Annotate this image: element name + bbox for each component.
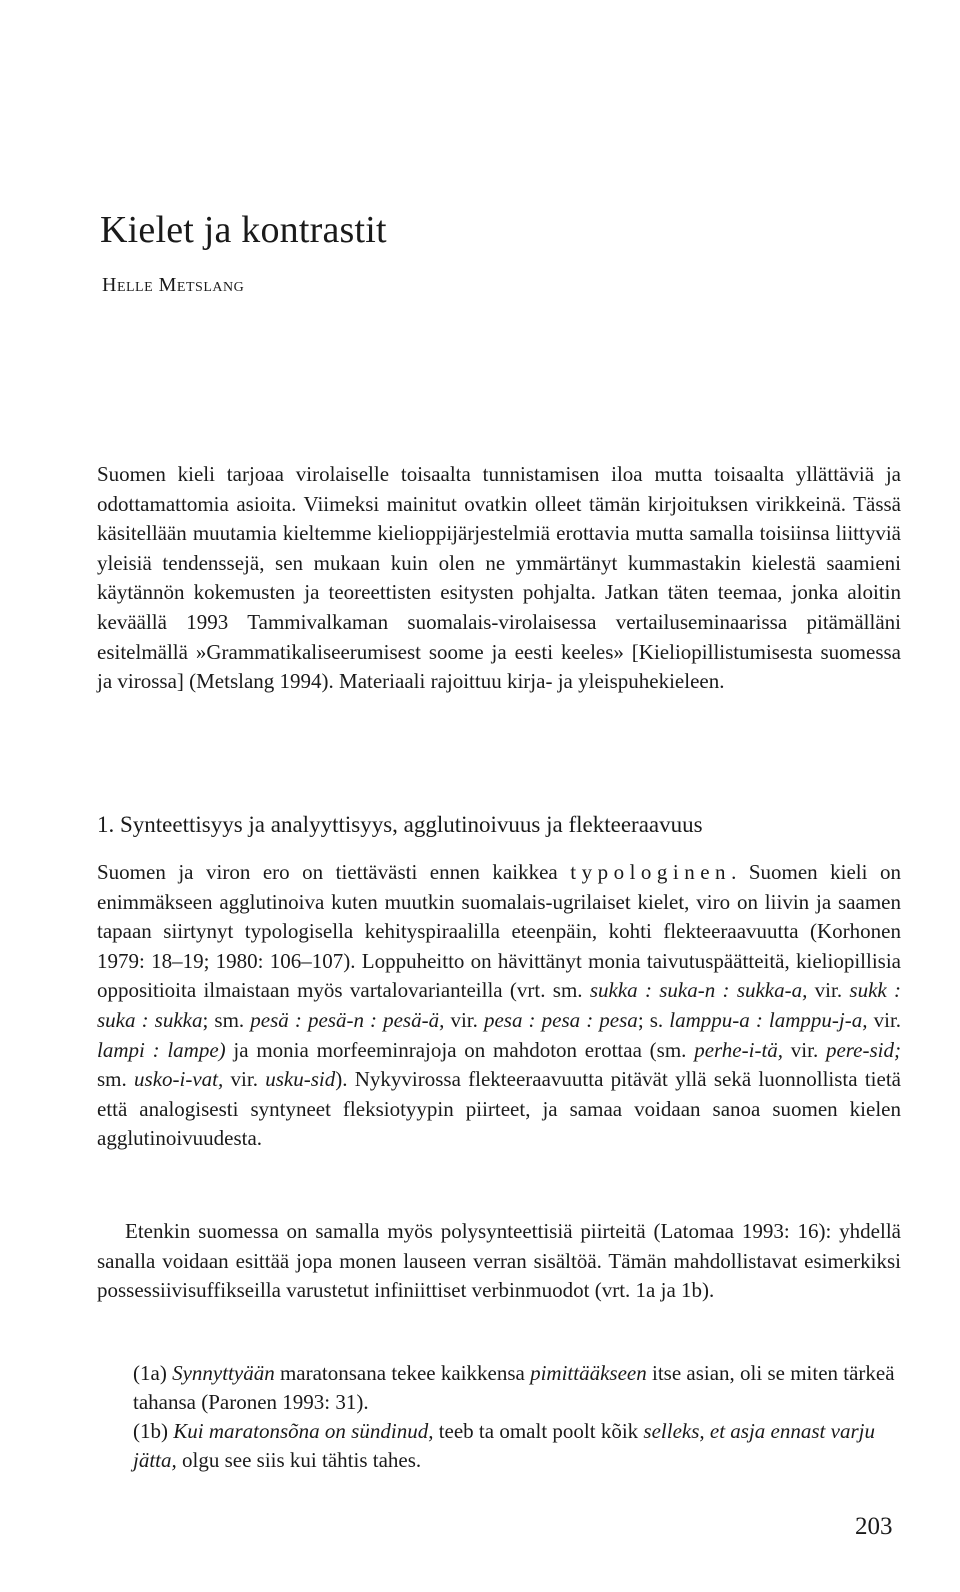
example-1a: (1a) Synnyttyään maratonsana tekee kaikkensa pimittääkseen itse asian, oli se miten tärkeä tahansa (Paronen 1993: 31).: [133, 1361, 895, 1414]
article-title: Kielet ja kontrastit: [100, 209, 387, 251]
intro-paragraph: Suomen kieli tarjoaa virolaiselle toisaalta tunnistamisen iloa mutta toisaalta yllättäviä ja odottamattomia asioita. Viimeksi mainitut ovatkin olleet tämän kirjoituksen virikkeinä. Tässä käsitellään muutamia kieltemme kielioppijärjestelmiä erottavia mutta samalla toisiinsa liittyviä yleisiä tendenssejä, sen mukaan kuin olen ne ymmärtänyt kummastakin kielestä saamieni käytännön kokemusten ja teoreettisten esitysten pohjalta. Jatkan täten teemaa, jonka aloitin keväällä 1993 Tammivalkaman suomalais-virolaisessa vertailuseminaarissa pitämälläni esitelmällä »Grammatikaliseerumisest soome ja eesti keeles» [Kieliopillistumisesta suomessa ja virossa] (Metslang 1994). Materiaali rajoittuu kirja- ja yleispuhekieleen.: [97, 462, 901, 694]
example-1b: (1b) Kui maratonsõna on sündinud, teeb ta omalt poolt kõik selleks, et asja ennast varju jätta, olgu see siis kui tähtis tahes.: [133, 1419, 875, 1472]
article-author: Helle Metslang: [102, 274, 245, 296]
section-paragraph-2: Etenkin suomessa on samalla myös polysynteettisiä piirteitä (Latomaa 1993: 16): yhdellä sanalla voidaan esittää jopa monen lauseen verran sisältöä. Tämän mahdollistavat esimerkiksi possessiivisuffikseilla varustetut infiniittiset verbinmuodot (vrt. 1a ja 1b).: [97, 1219, 901, 1303]
emphasis-spaced: typologinen: [570, 860, 732, 884]
section-paragraph-1: Suomen ja viron ero on tiettävästi ennen kaikkea typologinen. Suomen kieli on enimmäkseen agglutinoiva kuten muutkin suomalais-ugrilaiset kielet, viro on liivin ja saamen tapaan siirtynyt typologisella kehityspiraalilla eteenpäin, kohti flekteeraavuutta (Korhonen 1979: 18–19; 1980: 106–107). Loppuheitto on hävittänyt monia taivutuspäätteitä, kieliopillisia oppositioita ilmaistaan myös vartalovarianteilla (vrt. sm. sukka : suka-n : sukka-a, vir. sukk : suka : sukka; sm. pesä : pesä-n : pesä-ä, vir. pesa : pesa : pesa; s. lamppu-a : lamppu-j-a, vir. lampi : lampe) ja monia morfeeminrajoja on mahdoton erottaa (sm. perhe-i-tä, vir. pere-sid; sm. usko-i-vat, vir. usku-sid). Nykyvirossa flekteeraavuutta pitävät yllä sekä luonnollista tietä että analogisesti syntyneet fleksiotyypin piirteet, ja samaa voidaan sanoa suomen kielen agglutinoivuudesta.: [97, 860, 902, 1151]
page-number: 203: [855, 1513, 893, 1540]
section-heading: 1. Synteettisyys ja analyyttisyys, agglutinoivuus ja flekteeraavuus: [97, 812, 703, 837]
